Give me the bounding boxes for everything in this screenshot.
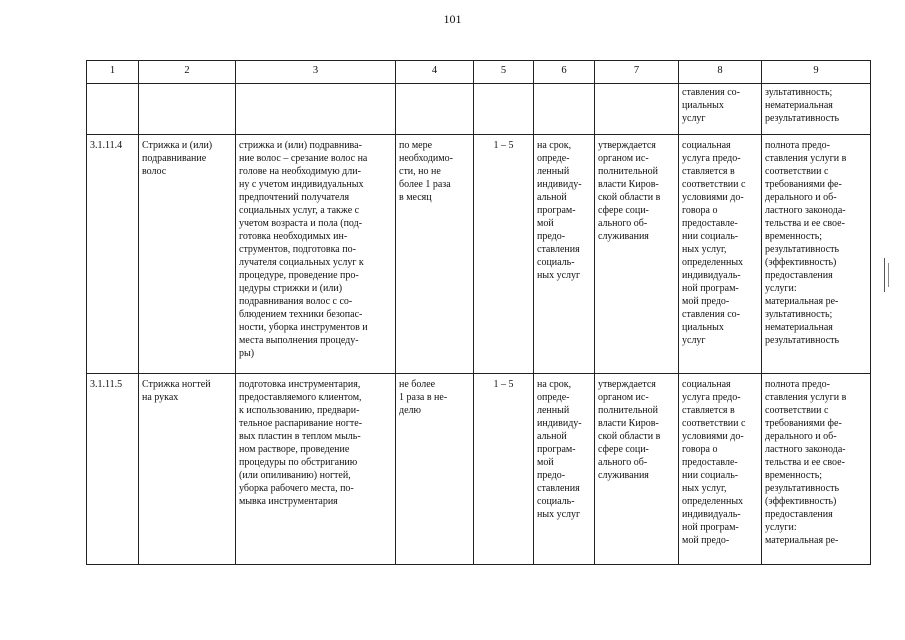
service-count: 1 – 5 <box>474 374 534 565</box>
table-cell <box>396 84 474 135</box>
service-frequency: не более 1 раза в не- делю <box>396 374 474 565</box>
table-cell <box>534 84 595 135</box>
page-number: 101 <box>443 12 462 26</box>
table-cell: ставления со- циальных услуг <box>679 84 762 135</box>
service-code: 3.1.11.5 <box>87 374 139 565</box>
service-term: на срок, опреде- ленный индивиду- альной програм- мой предо- ставления социаль- ных услуг <box>534 374 595 565</box>
service-cost: утверждается органом ис- полнительной власти Киров- ской области в сфере соци- ального об- служивания <box>595 135 679 374</box>
service-name: Стрижка ногтей на руках <box>139 374 236 565</box>
services-table <box>86 60 871 565</box>
column-number: 9 <box>762 61 871 84</box>
column-number: 2 <box>139 61 236 84</box>
column-number: 7 <box>595 61 679 84</box>
column-number: 1 <box>87 61 139 84</box>
service-conditions: социальная услуга предо- ставляется в соответствии с условиями до- говора о предоставле- нии социаль- ных услуг, определенных индивидуаль- ной програм- мой предо- ставления со- циальных услуг <box>679 135 762 374</box>
service-indicators: полнота предо- ставления услуги в соответствии с требованиями фе- дерального и об- ластного законода- тельства и ее свое- временность; результативность (эффективность) предоставления услуги: материальная ре- зультативность; нематериальная результативность <box>762 135 871 374</box>
service-code: 3.1.11.4 <box>87 135 139 374</box>
table-cell <box>139 84 236 135</box>
service-term: на срок, опреде- ленный индивиду- альной програм- мой предо- ставления социаль- ных услуг <box>534 135 595 374</box>
column-number: 5 <box>474 61 534 84</box>
column-number: 3 <box>236 61 396 84</box>
table-cell <box>87 84 139 135</box>
margin-mark <box>888 263 890 287</box>
service-cost: утверждается органом ис- полнительной власти Киров- ской области в сфере соци- ального об- служивания <box>595 374 679 565</box>
column-number: 6 <box>534 61 595 84</box>
service-description: подготовка инструментария, предоставляемого клиентом, к использованию, предвари- тельное распаривание ногте- вых пластин в теплом мыль- ном растворе, проведение процедуры по обстриганию (или опиливанию) ногтей, уборка рабочего места, по- мывка инструментария <box>236 374 396 565</box>
margin-mark <box>884 258 887 292</box>
column-number: 8 <box>679 61 762 84</box>
continuation-row <box>87 84 871 135</box>
column-number-row <box>87 61 871 84</box>
service-name: Стрижка и (или) подравнивание волос <box>139 135 236 374</box>
service-frequency: по мере необходимо- сти, но не более 1 раза в месяц <box>396 135 474 374</box>
table-cell: зультативность; нематериальная результативность <box>762 84 871 135</box>
table-cell <box>236 84 396 135</box>
table-cell <box>474 84 534 135</box>
table-row <box>87 135 871 374</box>
column-number: 4 <box>396 61 474 84</box>
table-cell <box>595 84 679 135</box>
service-indicators: полнота предо- ставления услуги в соответствии с требованиями фе- дерального и об- ластного законода- тельства и ее свое- временность; результативность (эффективность) предоставления услуги: материальная ре- <box>762 374 871 565</box>
service-description: стрижка и (или) подравнива- ние волос – срезание волос на голове на необходимую дли- ну с учетом индивидуальных предпочтений получателя социальных услуг, а также с учетом возраста и пола (под- готовка необходимых ин- струментов, подготовка по- лучателя социальных услуг к процедуре, проведение про- цедуры стрижки и (или) подравнивания волос с со- блюдением техники безопас- ности, уборка инструментов и места выполнения процеду- ры) <box>236 135 396 374</box>
service-count: 1 – 5 <box>474 135 534 374</box>
table-row <box>87 374 871 565</box>
service-conditions: социальная услуга предо- ставляется в соответствии с условиями до- говора о предоставле- нии социаль- ных услуг, определенных индивидуаль- ной програм- мой предо- <box>679 374 762 565</box>
